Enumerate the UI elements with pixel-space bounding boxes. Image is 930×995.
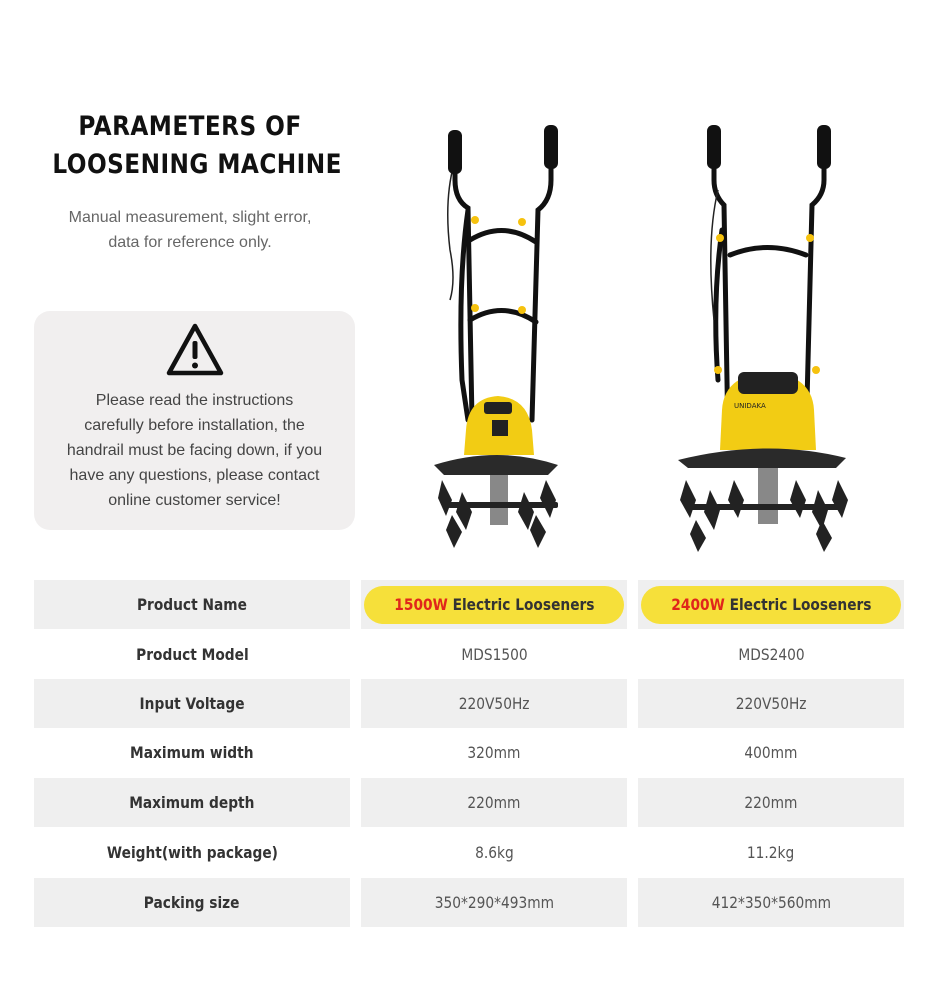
product-2-value: 11.2kg <box>747 843 795 862</box>
product-2-value: 412*350*560mm <box>638 878 904 927</box>
product-2-value: 220mm <box>638 778 904 827</box>
notice-line: online customer service! <box>108 492 281 509</box>
table-row <box>34 778 904 827</box>
product-1-value: MDS1500 <box>460 645 528 664</box>
product-1-value: 320mm <box>467 743 521 762</box>
notice-line: Please read the instructions <box>95 392 294 409</box>
product-1-value: 220V50Hz <box>361 679 627 728</box>
table-row <box>34 878 904 927</box>
notice-line: handrail must be facing down, if you <box>66 442 323 459</box>
product-2-value: 400mm <box>744 743 798 762</box>
product-2-value: MDS2400 <box>737 645 805 664</box>
product-1-value: 8.6kg <box>474 843 514 862</box>
product-1-value: 220mm <box>361 778 627 827</box>
table-row <box>34 728 904 777</box>
title-line-1: PARAMETERS OF <box>78 111 302 142</box>
table-row <box>34 828 904 877</box>
brand-label: UNIDAKA <box>734 402 766 410</box>
row-label: Product Model <box>135 645 249 664</box>
row-label: Packing size <box>34 878 350 927</box>
page-title <box>52 108 342 184</box>
product-1-value: 350*290*493mm <box>361 878 627 927</box>
notice-text <box>52 388 337 513</box>
row-label: Maximum depth <box>34 778 350 827</box>
row-label: Input Voltage <box>34 679 350 728</box>
warning-icon <box>165 321 225 379</box>
row-label: Weight(with package) <box>106 843 278 862</box>
title-line-2: LOOSENING MACHINE <box>52 149 342 180</box>
product-1-name <box>361 580 627 629</box>
row-label: Product Name <box>34 580 350 629</box>
table-row-product-name <box>34 580 904 629</box>
subtitle-line-1: Manual measurement, slight error, <box>68 209 312 226</box>
product-2-name <box>638 580 904 629</box>
notice-line: carefully before installation, the <box>84 417 305 434</box>
table-row <box>34 630 904 679</box>
table-row <box>34 679 904 728</box>
product-2-name-badge: 2400W Electric Looseners <box>641 586 902 624</box>
row-label: Maximum width <box>130 743 254 762</box>
tiller-2400w-image <box>672 120 852 560</box>
subtitle <box>30 205 350 255</box>
tiller-1500w-image <box>428 120 568 560</box>
notice-line: have any questions, please contact <box>69 467 320 484</box>
product-1-name-badge: 1500W Electric Looseners <box>364 586 625 624</box>
product-2-value: 220V50Hz <box>638 679 904 728</box>
subtitle-line-2: data for reference only. <box>108 234 272 251</box>
instruction-notice <box>34 311 355 530</box>
